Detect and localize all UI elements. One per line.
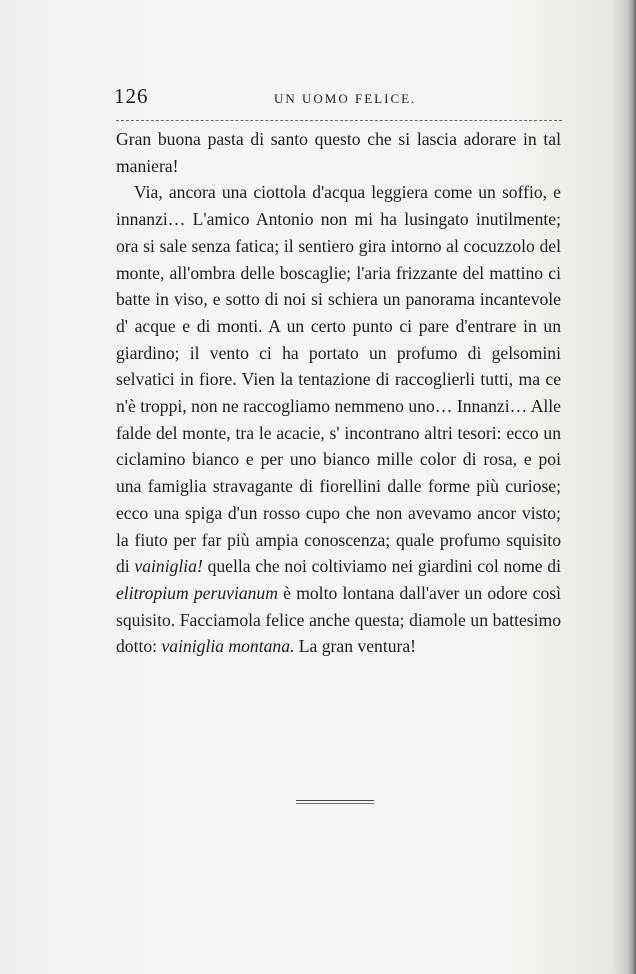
italic-vainiglia: vainiglia! [134, 556, 203, 577]
paragraph-2-text-a: Via, ancora una ciottola d'acqua leggiera come un soffio, e innanzi… L'amico Antonio non mi ha lusingato inutilmente; ora si sale senza fatica; il sentiero gira intorno al cocuzzolo del monte, all'ombra delle boscaglie; l'aria frizzante del mattino ci batte in viso, e sotto di noi si schiera un panorama incantevole d' acque e di monti. A un certo punto ci pare d'entrare in un giardino; il vento ci ha portato un profumo di gelsomini selvatici in fiore. Vien la tentazione di raccoglierli tutti, ma ce n'è troppi, non ne raccogliamo nemmeno uno… Innanzi… Alle falde del monte, tra le acacie, s' incontrano altri tesori: ecco un ciclamino bianco e per uno bianco mille color di rosa, e poi una famiglia stravagante di fiorellini dalle forme più curiose; ecco una spiga d'un rosso cupo che non avevamo ancor visto; la fiuto per far più ampia conoscenza; quale profumo squisito di [116, 182, 561, 577]
paragraph-1 [116, 126, 561, 179]
italic-vainiglia-montana: vainiglia montana. [161, 636, 295, 657]
end-of-chapter-rule [296, 800, 374, 801]
paragraph-1-text: Gran buona pasta di santo questo che si lascia adorare in tal maniera! [116, 129, 561, 176]
page-gutter-shadow [628, 0, 636, 974]
paragraph-2-text-c: è molto lontana dall'aver un odore così squisito. Facciamola felice anche questa; diamole un battesimo dotto: [116, 582, 562, 657]
paragraph-2-text-d: La gran ventura! [294, 636, 417, 657]
page-number: 126 [114, 84, 149, 108]
end-of-chapter-rule-second [296, 803, 374, 804]
italic-elitropium: elitropium peruvianum [116, 582, 278, 603]
header-rule [116, 120, 562, 121]
paragraph-2-text-b: quella che noi coltiviamo nei giardini col nome di [202, 556, 561, 577]
body-text [116, 126, 561, 660]
page-header [114, 84, 562, 114]
running-title: UN UOMO FELICE. [274, 91, 417, 106]
paragraph-2 [116, 179, 561, 660]
